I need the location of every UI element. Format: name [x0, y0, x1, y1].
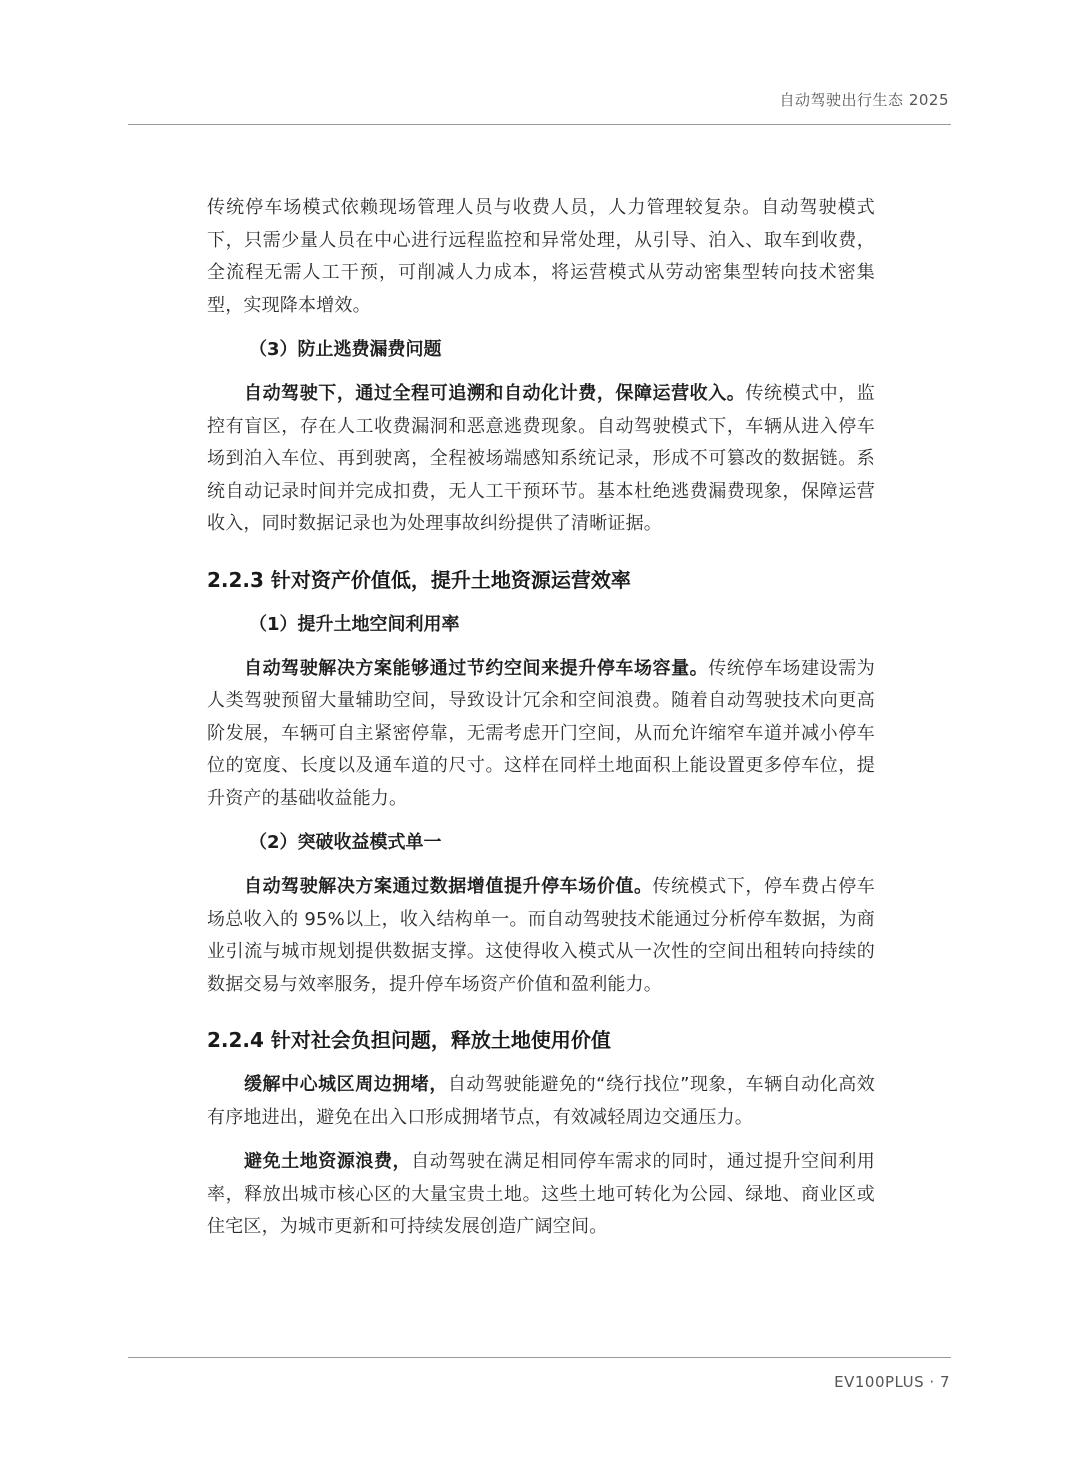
paragraph-text: 传统模式中，监控有盲区，存在人工收费漏洞和恶意逃费现象。自动驾驶模式下，车辆从进入停车场到泊入车位、再到驶离，全程被场端感知系统记录，形成不可篡改的数据链。系统自动记录时间并完成扣费，无人工干预环节。基本杜绝逃费漏费现象，保障运营收入，同时数据记录也为处理事故纠纷提供了清晰证据。: [207, 383, 875, 534]
paragraph-lead-text: 自动驾驶解决方案能够通过节约空间来提升停车场容量。: [244, 657, 709, 679]
paragraph-text: 自动驾驶在满足相同停车需求的同时，通过提升空间利用率，释放出城市核心区的大量宝贵土地。这些土地可转化为公园、绿地、商业区或住宅区，为城市更新和可持续发展创造广阔空间。: [207, 1151, 875, 1237]
paragraph-text: 自动驾驶能避免的“绕行找位”现象，车辆自动化高效有序地进出，避免在出入口形成拥堵节点，有效减轻周边交通压力。: [207, 1074, 875, 1128]
paragraph-fare-evasion: [207, 378, 875, 541]
paragraph-lead-text: 自动驾驶解决方案通过数据增值提升停车场价值。: [244, 876, 653, 897]
paragraph-space-saving: [207, 653, 875, 816]
subheading-land-utilization: （1）提升土地空间利用率: [249, 613, 460, 635]
paragraph-text: 传统停车场建设需为人类驾驶预留大量辅助空间，导致设计冗余和空间浪费。随着自动驾驶技术向更高阶发展，车辆可自主紧密停靠，无需考虑开门空间，从而允许缩窄车道并减小停车位的宽度、长度以及通车道的尺寸。这样在同样土地面积上能设置更多停车位，提升资产的基础收益能力。: [207, 657, 875, 809]
paragraph-data-value: [207, 871, 875, 1001]
paragraph-congestion: [207, 1069, 875, 1134]
page-body: [207, 192, 875, 1244]
paragraph-land-waste: [207, 1146, 875, 1244]
paragraph-lead-text: 自动驾驶下，通过全程可追溯和自动化计费，保障运营收入。: [244, 383, 746, 404]
footer-divider: [128, 1357, 951, 1358]
header-title: 自动驾驶出行生态 2025: [779, 91, 949, 109]
header-divider: [128, 124, 951, 125]
paragraph-lead-text: 缓解中心城区周边拥堵，: [244, 1074, 448, 1095]
page-number: EV100PLUS · 7: [834, 1373, 950, 1391]
paragraph-lead-text: 避免土地资源浪费，: [244, 1151, 412, 1172]
subheading-revenue-model: （2）突破收益模式单一: [249, 832, 442, 853]
paragraph-labor-cost: 传统停车场模式依赖现场管理人员与收费人员，人力管理较复杂。自动驾驶模式下，只需少量人员在中心进行远程监控和异常处理，从引导、泊入、取车到收费，全流程无需人工干预，可削减人力成本，将运营模式从劳动密集型转向技术密集型，实现降本增效。: [207, 197, 875, 316]
subheading-prevent-fare-evasion: （3）防止逃费漏费问题: [249, 339, 442, 360]
section-heading-2-2-3: 2.2.3 针对资产价值低，提升土地资源运营效率: [207, 567, 631, 592]
paragraph-text: 传统模式下，停车费占停车场总收入的 95%以上，收入结构单一。而自动驾驶技术能通过分析停车数据，为商业引流与城市规划提供数据支撑。这使得收入模式从一次性的空间出租转向持续的数据交易与效率服务，提升停车场资产价值和盈利能力。: [207, 876, 875, 995]
section-heading-2-2-4: 2.2.4 针对社会负担问题，释放土地使用价值: [207, 1028, 611, 1052]
